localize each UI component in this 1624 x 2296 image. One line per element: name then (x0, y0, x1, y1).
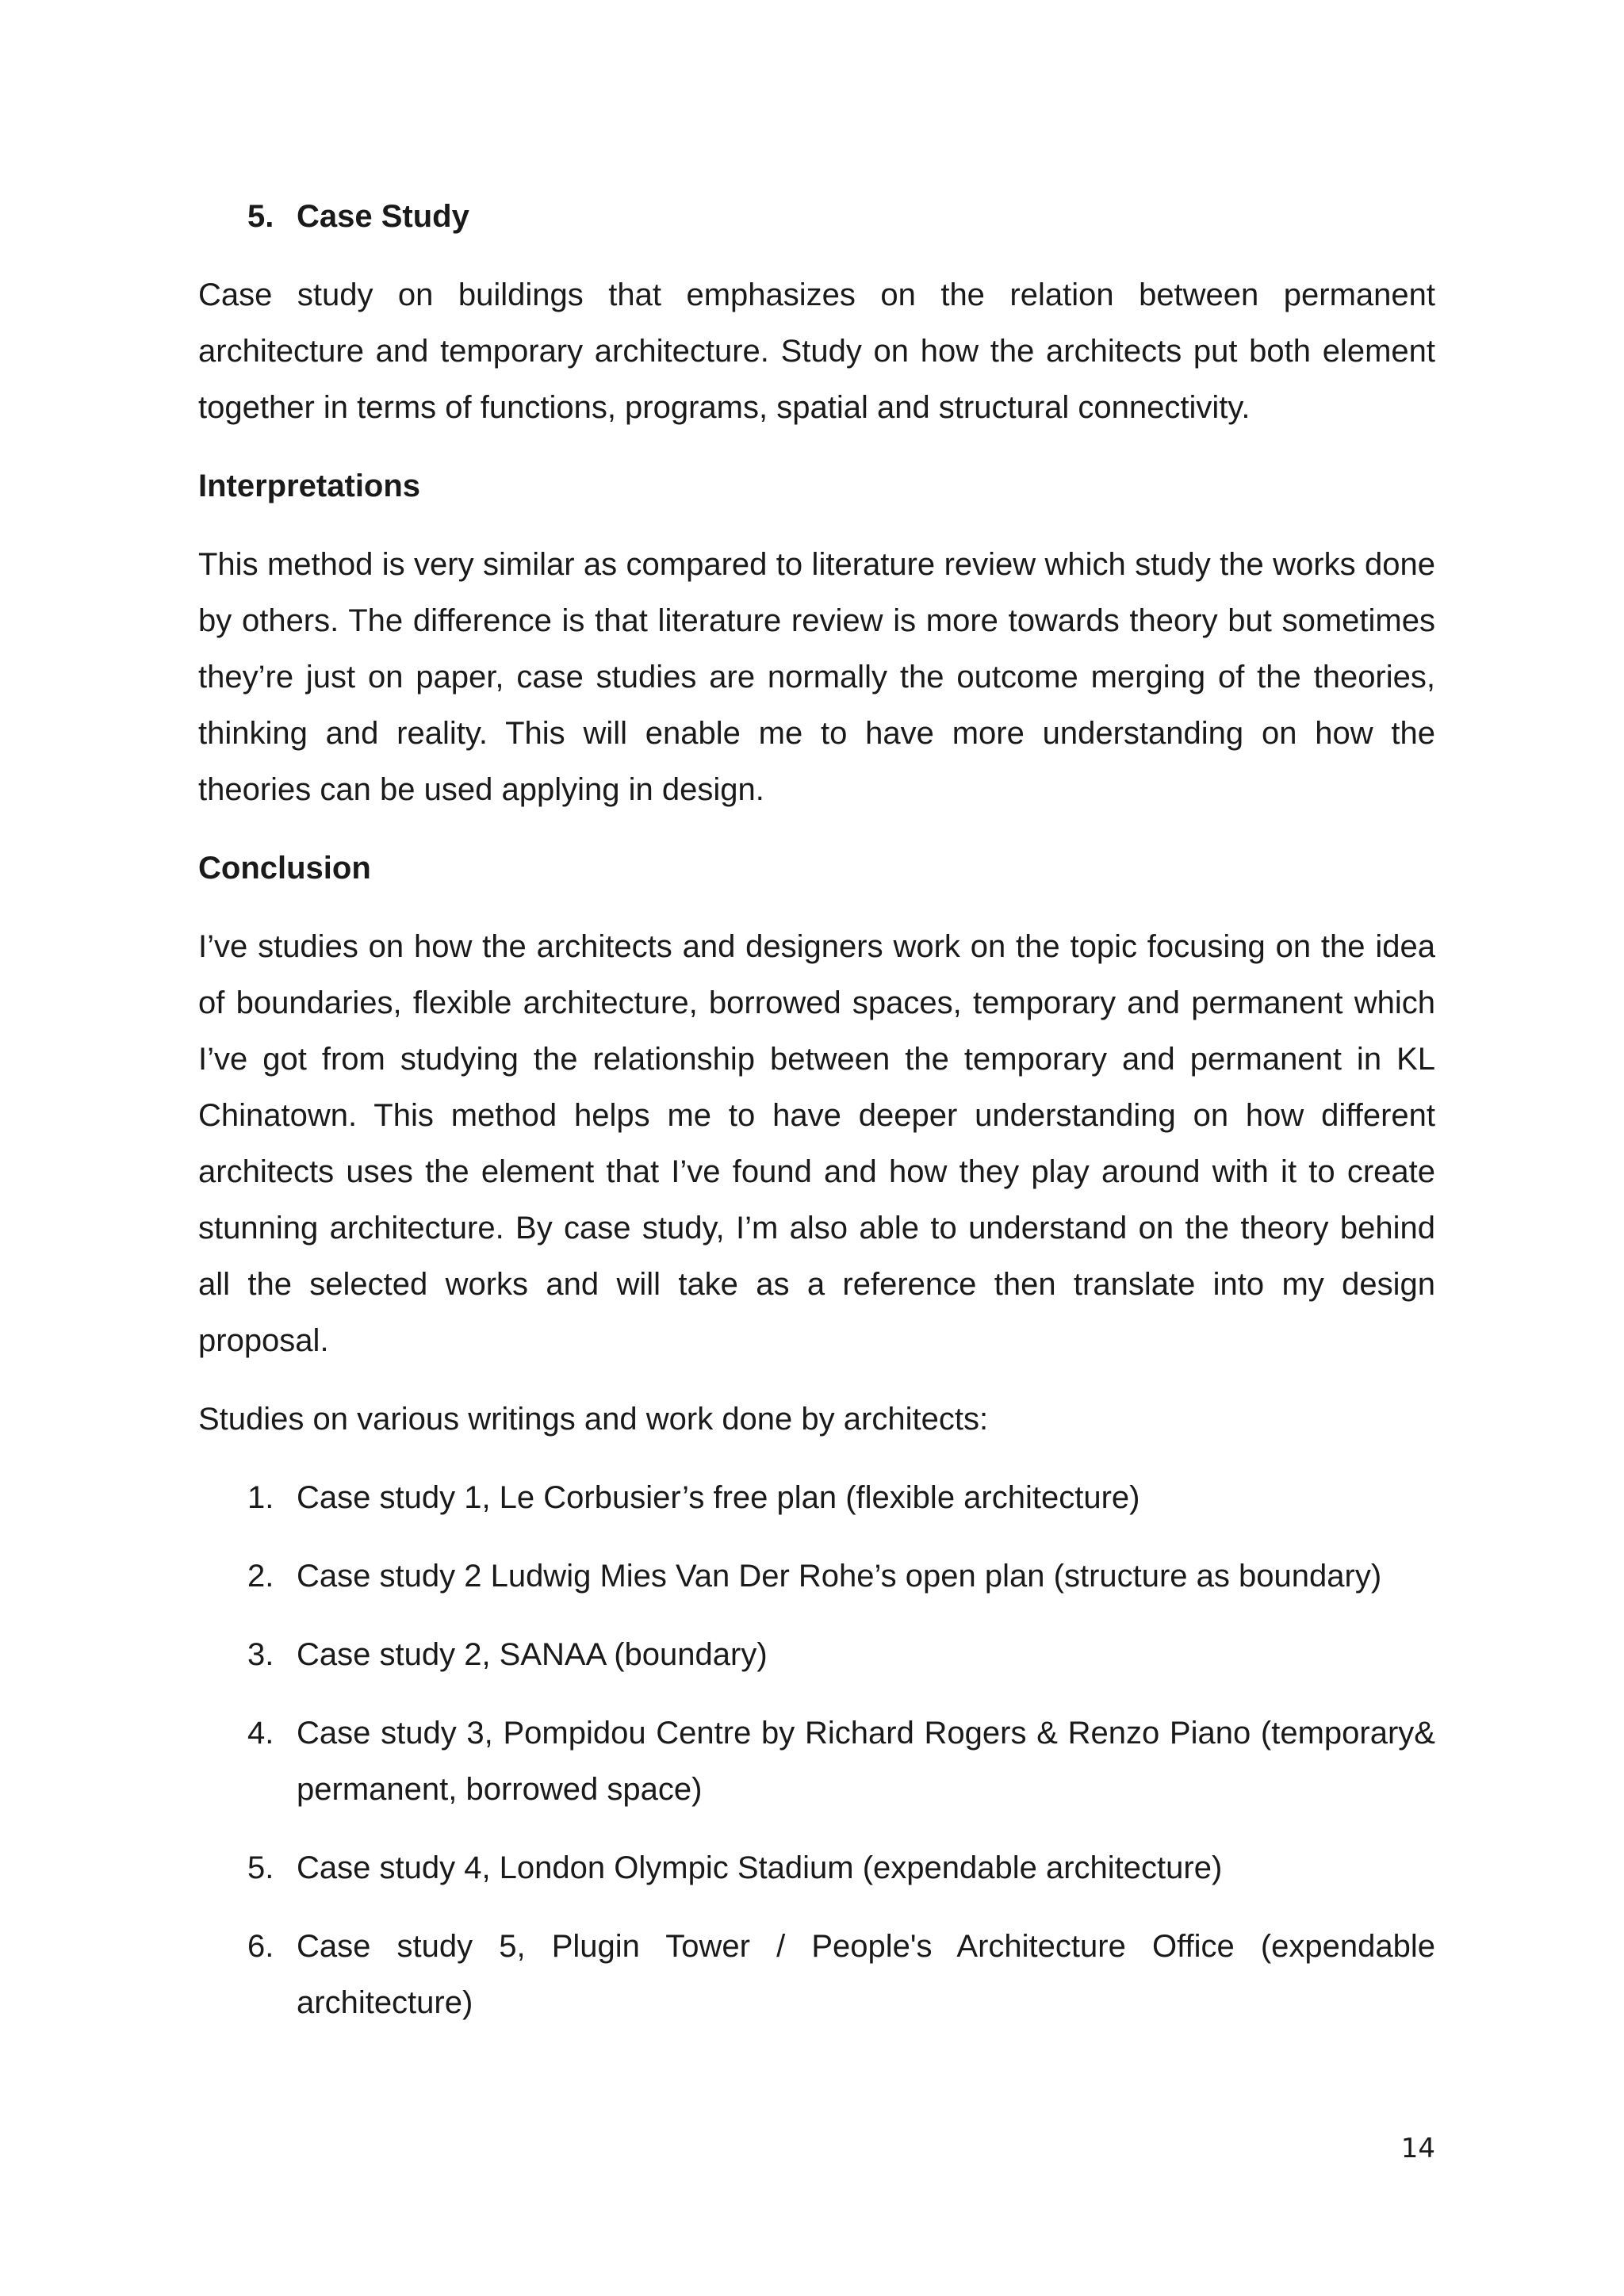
list-item-number: 2. (247, 1559, 274, 1594)
section-heading (198, 189, 1435, 245)
case-study-list (198, 1470, 1435, 2031)
list-item-text: Case study 3, Pompidou Centre by Richard Rogers & Renzo Piano (temporary& permanent, borrowed space) (297, 1716, 1435, 1807)
list-item-text: Case study 1, Le Corbusier’s free plan (flexible architecture) (297, 1480, 1140, 1515)
list-item-text: Case study 4, London Olympic Stadium (expendable architecture) (297, 1850, 1223, 1885)
interpretations-paragraph: This method is very similar as compared to literature review which study the works done by others. The difference is that literature review is more towards theory but sometimes they’re just on paper, case studies are normally the outcome merging of the theories, thinking and reality. This will enable me to have more understanding on how the theories can be used applying in design. (198, 547, 1435, 807)
list-item-text: Case study 5, Plugin Tower / People's Architecture Office (expendable architecture) (297, 1929, 1435, 2020)
conclusion-paragraph: I’ve studies on how the architects and designers work on the topic focusing on the idea of boundaries, flexible architecture, borrowed spaces, temporary and permanent which I’ve got from studying the relationship between the temporary and permanent in KL Chinatown. This method helps me to have deeper understanding on how different architects uses the element that I’ve found and how they play around with it to create stunning architecture. By case study, I’m also able to understand on the theory behind all the selected works and will take as a reference then translate into my design proposal. (198, 929, 1435, 1358)
list-item-number: 6. (247, 1929, 274, 1964)
section-title: Case Study (297, 199, 469, 234)
page-content (198, 189, 1435, 2053)
list-item (198, 1470, 1435, 1526)
list-item (198, 1548, 1435, 1605)
page-number: 14 (1400, 2133, 1435, 2164)
list-item-number: 3. (247, 1637, 274, 1672)
studies-intro: Studies on various writings and work done by architects: (198, 1402, 989, 1437)
interpretations-heading: Interpretations (198, 469, 421, 503)
list-item-text: Case study 2 Ludwig Mies Van Der Rohe’s open plan (structure as boundary) (297, 1559, 1382, 1594)
list-item-number: 1. (247, 1480, 274, 1515)
list-item (198, 1705, 1435, 1818)
intro-paragraph: Case study on buildings that emphasizes on the relation between permanent architecture and temporary architecture. Study on how the architects put both element together in terms of functions, programs, spatial and structural connectivity. (198, 277, 1435, 425)
list-item-number: 4. (247, 1716, 274, 1751)
list-item-text: Case study 2, SANAA (boundary) (297, 1637, 768, 1672)
conclusion-heading: Conclusion (198, 851, 371, 886)
list-item-number: 5. (247, 1850, 274, 1885)
list-item (198, 1840, 1435, 1896)
list-item (198, 1919, 1435, 2031)
list-item (198, 1627, 1435, 1683)
section-number: 5. (247, 199, 274, 234)
